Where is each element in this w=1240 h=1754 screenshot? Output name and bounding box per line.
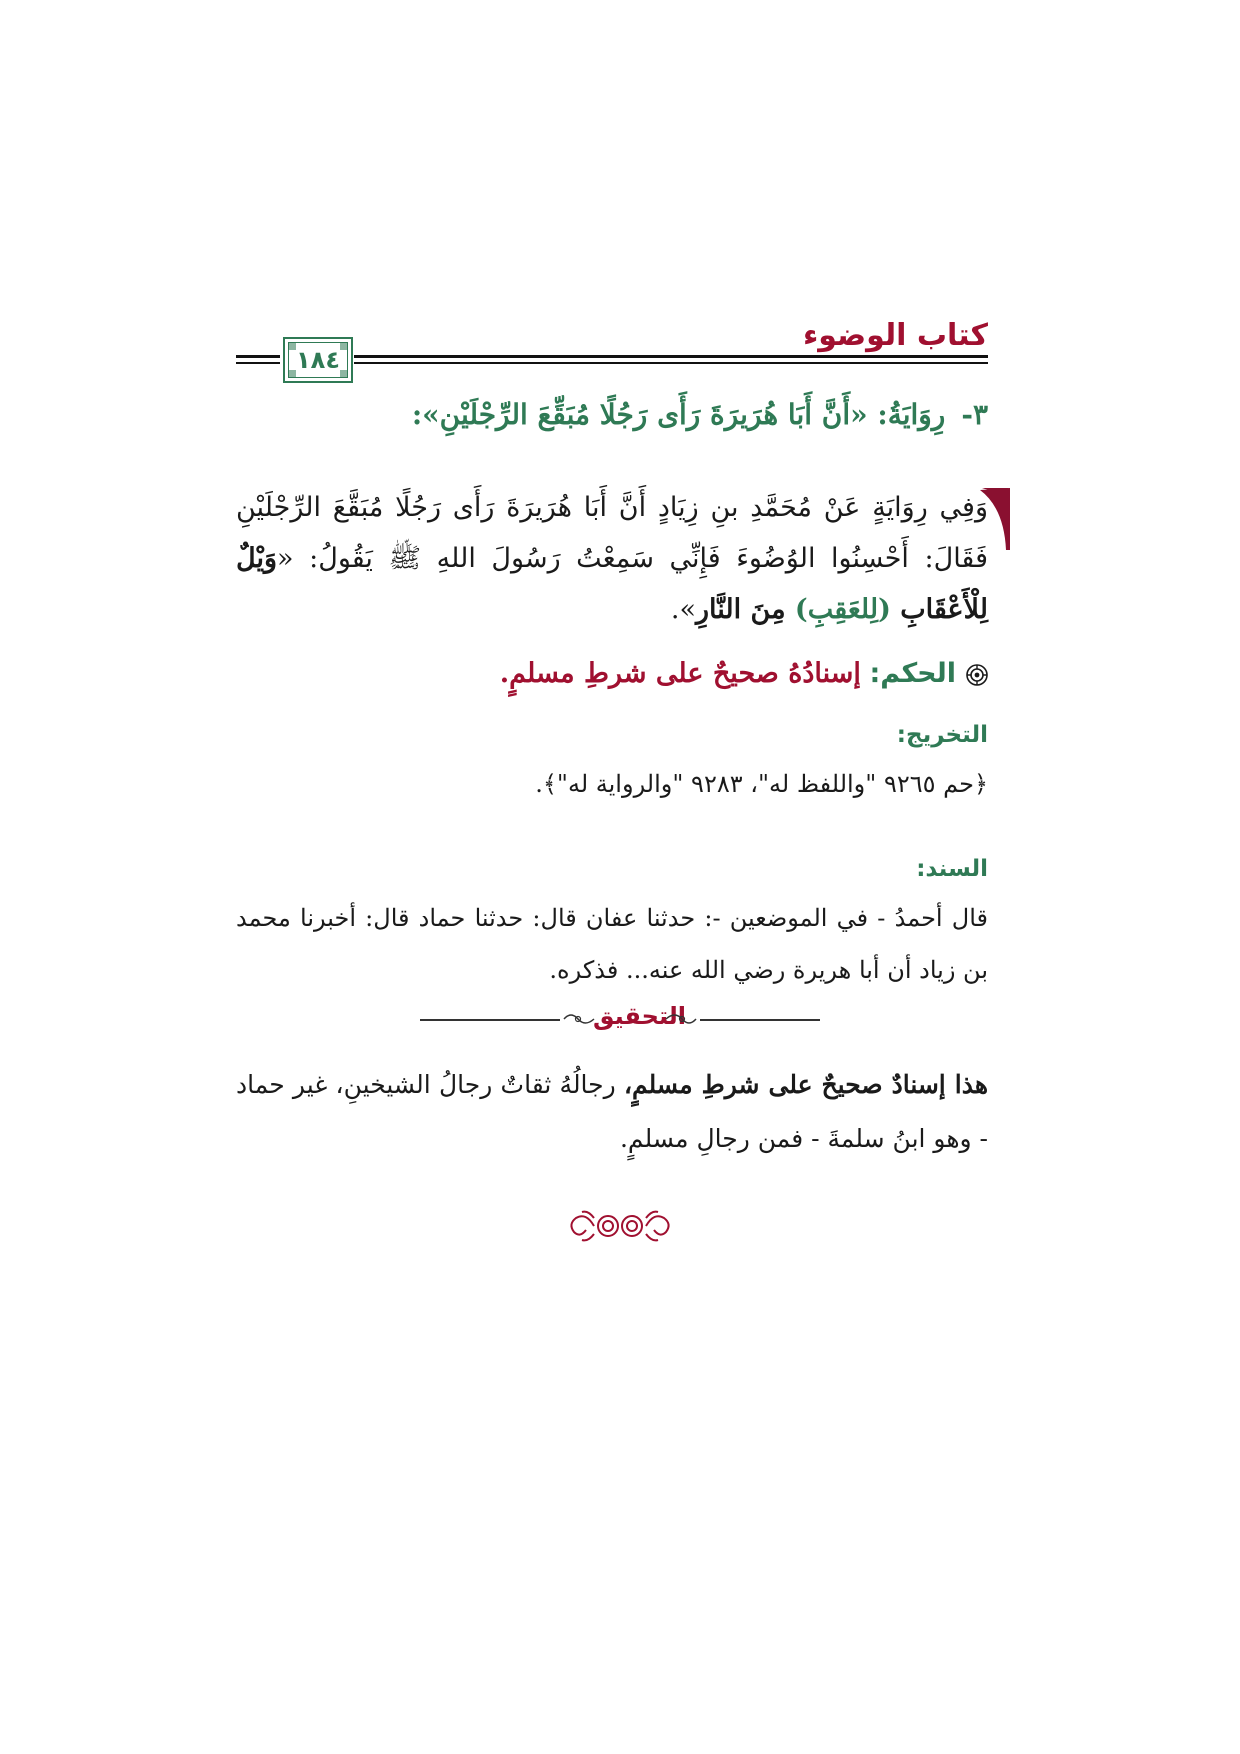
- hadith-text: [236, 482, 988, 635]
- header-rule: [236, 355, 280, 358]
- takhrij-text: ﴿حم ٩٢٦٥ "واللفظ له"، ٩٢٨٣ "والرواية له"﴾.: [535, 770, 988, 798]
- section-heading: [412, 398, 988, 431]
- ruling-value: إسنادُهُ صحيحٌ على شرطِ مسلمٍ.: [499, 658, 861, 689]
- hadith-variant: (لِلعَقِبِ): [785, 594, 901, 625]
- ornament-corner: [340, 342, 348, 350]
- hadith-block: [236, 482, 988, 635]
- takhrij-label: التخريج:: [896, 722, 988, 748]
- heading-text: رِوَايَةُ: «أَنَّ أَبَا هُرَيرَةَ رَأَى رَجُلًا مُبَقِّعَ الرِّجْلَيْنِ»:: [411, 398, 946, 431]
- divider-line: [700, 1019, 820, 1021]
- sanad-label: السند:: [916, 856, 988, 882]
- header-rule: [354, 362, 988, 364]
- ornament-icon: [562, 1010, 596, 1028]
- verification-body: رجالُهُ ثقاتٌ رجالُ الشيخينِ، غير حماد - وهو ابنُ سلمةَ - فمن رجالِ مسلمٍ.: [236, 1070, 988, 1153]
- heading-number: ٣-: [961, 398, 988, 431]
- ruling-label: الحكم:: [869, 658, 956, 689]
- corner-ornament-icon: [980, 488, 1010, 550]
- hadith-bold: مِنَ النَّارِ: [695, 594, 786, 625]
- verification-label: التحقيق: [592, 1002, 686, 1030]
- ruling: [500, 658, 988, 689]
- end-ornament-icon: [564, 1206, 676, 1246]
- header-rule: [354, 355, 988, 358]
- verification-bold: هذا إسنادٌ صحيحٌ على شرطِ مسلمٍ،: [623, 1070, 989, 1099]
- flower-bullet-icon: [966, 664, 988, 686]
- hadith-part: وَفِي رِوَايَةٍ عَنْ مُحَمَّدِ بنِ زِيَادٍ أَنَّ أَبَا هُرَيرَةَ رَأَى رَجُلًا مُبَقَّعَ الرِّجْلَيْنِ فَقَالَ: أَحْسِنُوا الوُضُوءَ فَإِنِّي سَمِعْتُ رَسُولَ اللهِ ﷺ يَقُولُ: «: [236, 492, 988, 574]
- page-number-box: [283, 337, 353, 383]
- page-number: ١٨٤: [296, 346, 340, 374]
- header-rule: [236, 362, 280, 364]
- verification-divider: [420, 1002, 820, 1038]
- ornament-corner: [288, 370, 296, 378]
- divider-line: [420, 1019, 560, 1021]
- verification-text: [236, 1058, 988, 1166]
- ornament-icon: [664, 1010, 698, 1028]
- book-title: كتاب الوضوء: [802, 318, 988, 353]
- ornament-corner: [340, 370, 348, 378]
- hadith-bold: وَيْلٌ لِلْأَعْقَابِ: [236, 543, 988, 625]
- ornament-corner: [288, 342, 296, 350]
- hadith-part: ».: [670, 594, 696, 625]
- sanad-text: قال أحمدُ - في الموضعين -: حدثنا عفان قال: حدثنا حماد قال: أخبرنا محمد بن زياد أن أبا هريرة رضي الله عنه... فذكره.: [236, 904, 988, 984]
